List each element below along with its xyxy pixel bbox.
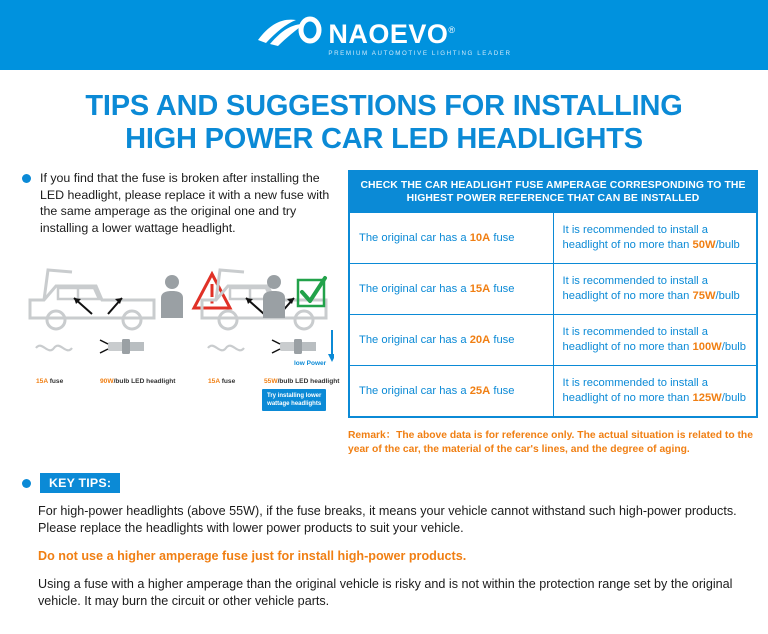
brand-wordmark (328, 16, 455, 48)
key-tips-paragraph-1: For high-power headlights (above 55W), if the fuse breaks, it means your vehicle cannot withstand such high-power products. Please replace the headlights with lower power products to suit your vehicle. (38, 504, 737, 535)
table-row (349, 264, 757, 315)
brand-registered-mark: ® (448, 24, 456, 35)
table-row (349, 213, 757, 264)
key-tips-warning: Do not use a higher amperage fuse just for install high-power products. (38, 549, 467, 563)
key-tips-paragraph-3: Using a fuse with a higher amperage than the original vehicle is risky and is not within the protection range set by the original vehicle. It may burn the circuit or other vehicle parts. (38, 577, 733, 608)
table-cell-recommendation: It is recommended to install a headlight of no more than 50W/bulb (553, 213, 757, 264)
table-row (349, 366, 757, 418)
table-header-cell: CHECK THE CAR HEADLIGHT FUSE AMPERAGE CORRESPONDING TO THE HIGHEST POWER REFERENCE THAT CAN BE INSTALLED (349, 171, 757, 213)
left-bulb-caption: 90W/bulb LED headlight (100, 378, 176, 385)
page-title-line-1: TIPS AND SUGGESTIONS FOR INSTALLING (85, 90, 683, 122)
low-power-arrow-icon (328, 330, 334, 362)
key-tips-badge: KEY TIPS: (40, 473, 120, 493)
table-cell-recommendation: It is recommended to install a headlight of no more than 100W/bulb (553, 315, 757, 366)
tip-chip-line-1: Try installing lower (267, 393, 322, 399)
bullet-dot-icon (22, 174, 31, 183)
illustration-captions (22, 360, 340, 414)
illustration-group (22, 256, 340, 407)
green-check-icon (298, 278, 325, 306)
left-scene-person-icon (161, 275, 183, 318)
try-lower-wattage-chip (262, 389, 326, 411)
brand-tagline: PREMIUM AUTOMOTIVE LIGHTING LEADER (328, 49, 512, 57)
table-cell-fuse: The original car has a 20A fuse (349, 315, 553, 366)
table-header-row (349, 171, 757, 213)
low-power-label: low Power (294, 360, 327, 367)
left-led-bulb-icon (100, 339, 144, 354)
tip-chip-line-2: wattage headlights (267, 401, 322, 407)
right-scene-person-icon (263, 275, 285, 318)
brand-text (328, 14, 511, 57)
illustration-svg (22, 256, 334, 376)
nao-swoosh-logo-icon (256, 14, 322, 48)
right-led-bulb-icon (272, 339, 316, 354)
table-cell-fuse: The original car has a 15A fuse (349, 264, 553, 315)
header-bar (0, 0, 768, 70)
intro-bullet (22, 170, 334, 236)
page-title (0, 90, 768, 156)
table-cell-recommendation: It is recommended to install a headlight of no more than 125W/bulb (553, 366, 757, 418)
brand-logo (256, 14, 511, 57)
brand-prefix: NAO (328, 18, 390, 49)
intro-bullet-text: If you find that the fuse is broken after installing the LED headlight, please replace it with a new fuse with the same amperage as the original one and try installing a lower wattage headlight. (40, 171, 330, 235)
right-bulb-caption: 55W/bulb LED headlight (264, 378, 340, 385)
page-title-line-2: HIGH POWER CAR LED HEADLIGHTS (125, 123, 643, 155)
content-body (0, 170, 768, 457)
left-fuse-wave-icon (36, 346, 72, 351)
left-fuse-caption: 15A fuse (36, 378, 64, 385)
brand-suffix: EVO (389, 18, 449, 49)
table-cell-recommendation: It is recommended to install a headlight of no more than 75W/bulb (553, 264, 757, 315)
left-scene-car (30, 270, 154, 329)
right-fuse-caption: 15A fuse (208, 378, 236, 385)
table-cell-fuse: The original car has a 25A fuse (349, 366, 553, 418)
key-tips-body (38, 503, 746, 610)
left-column (22, 170, 340, 457)
table-row (349, 315, 757, 366)
bullet-dot-icon (22, 479, 31, 488)
table-cell-fuse: The original car has a 10A fuse (349, 213, 553, 264)
table-remark: Remark：The above data is for reference only. The actual situation is related to the year of the car, the material of the car's lines, and the degree of aging. (348, 430, 753, 455)
key-tips-header (22, 473, 768, 493)
right-fuse-wave-icon (208, 346, 244, 351)
fuse-amperage-table (348, 170, 758, 418)
right-column (348, 170, 758, 457)
